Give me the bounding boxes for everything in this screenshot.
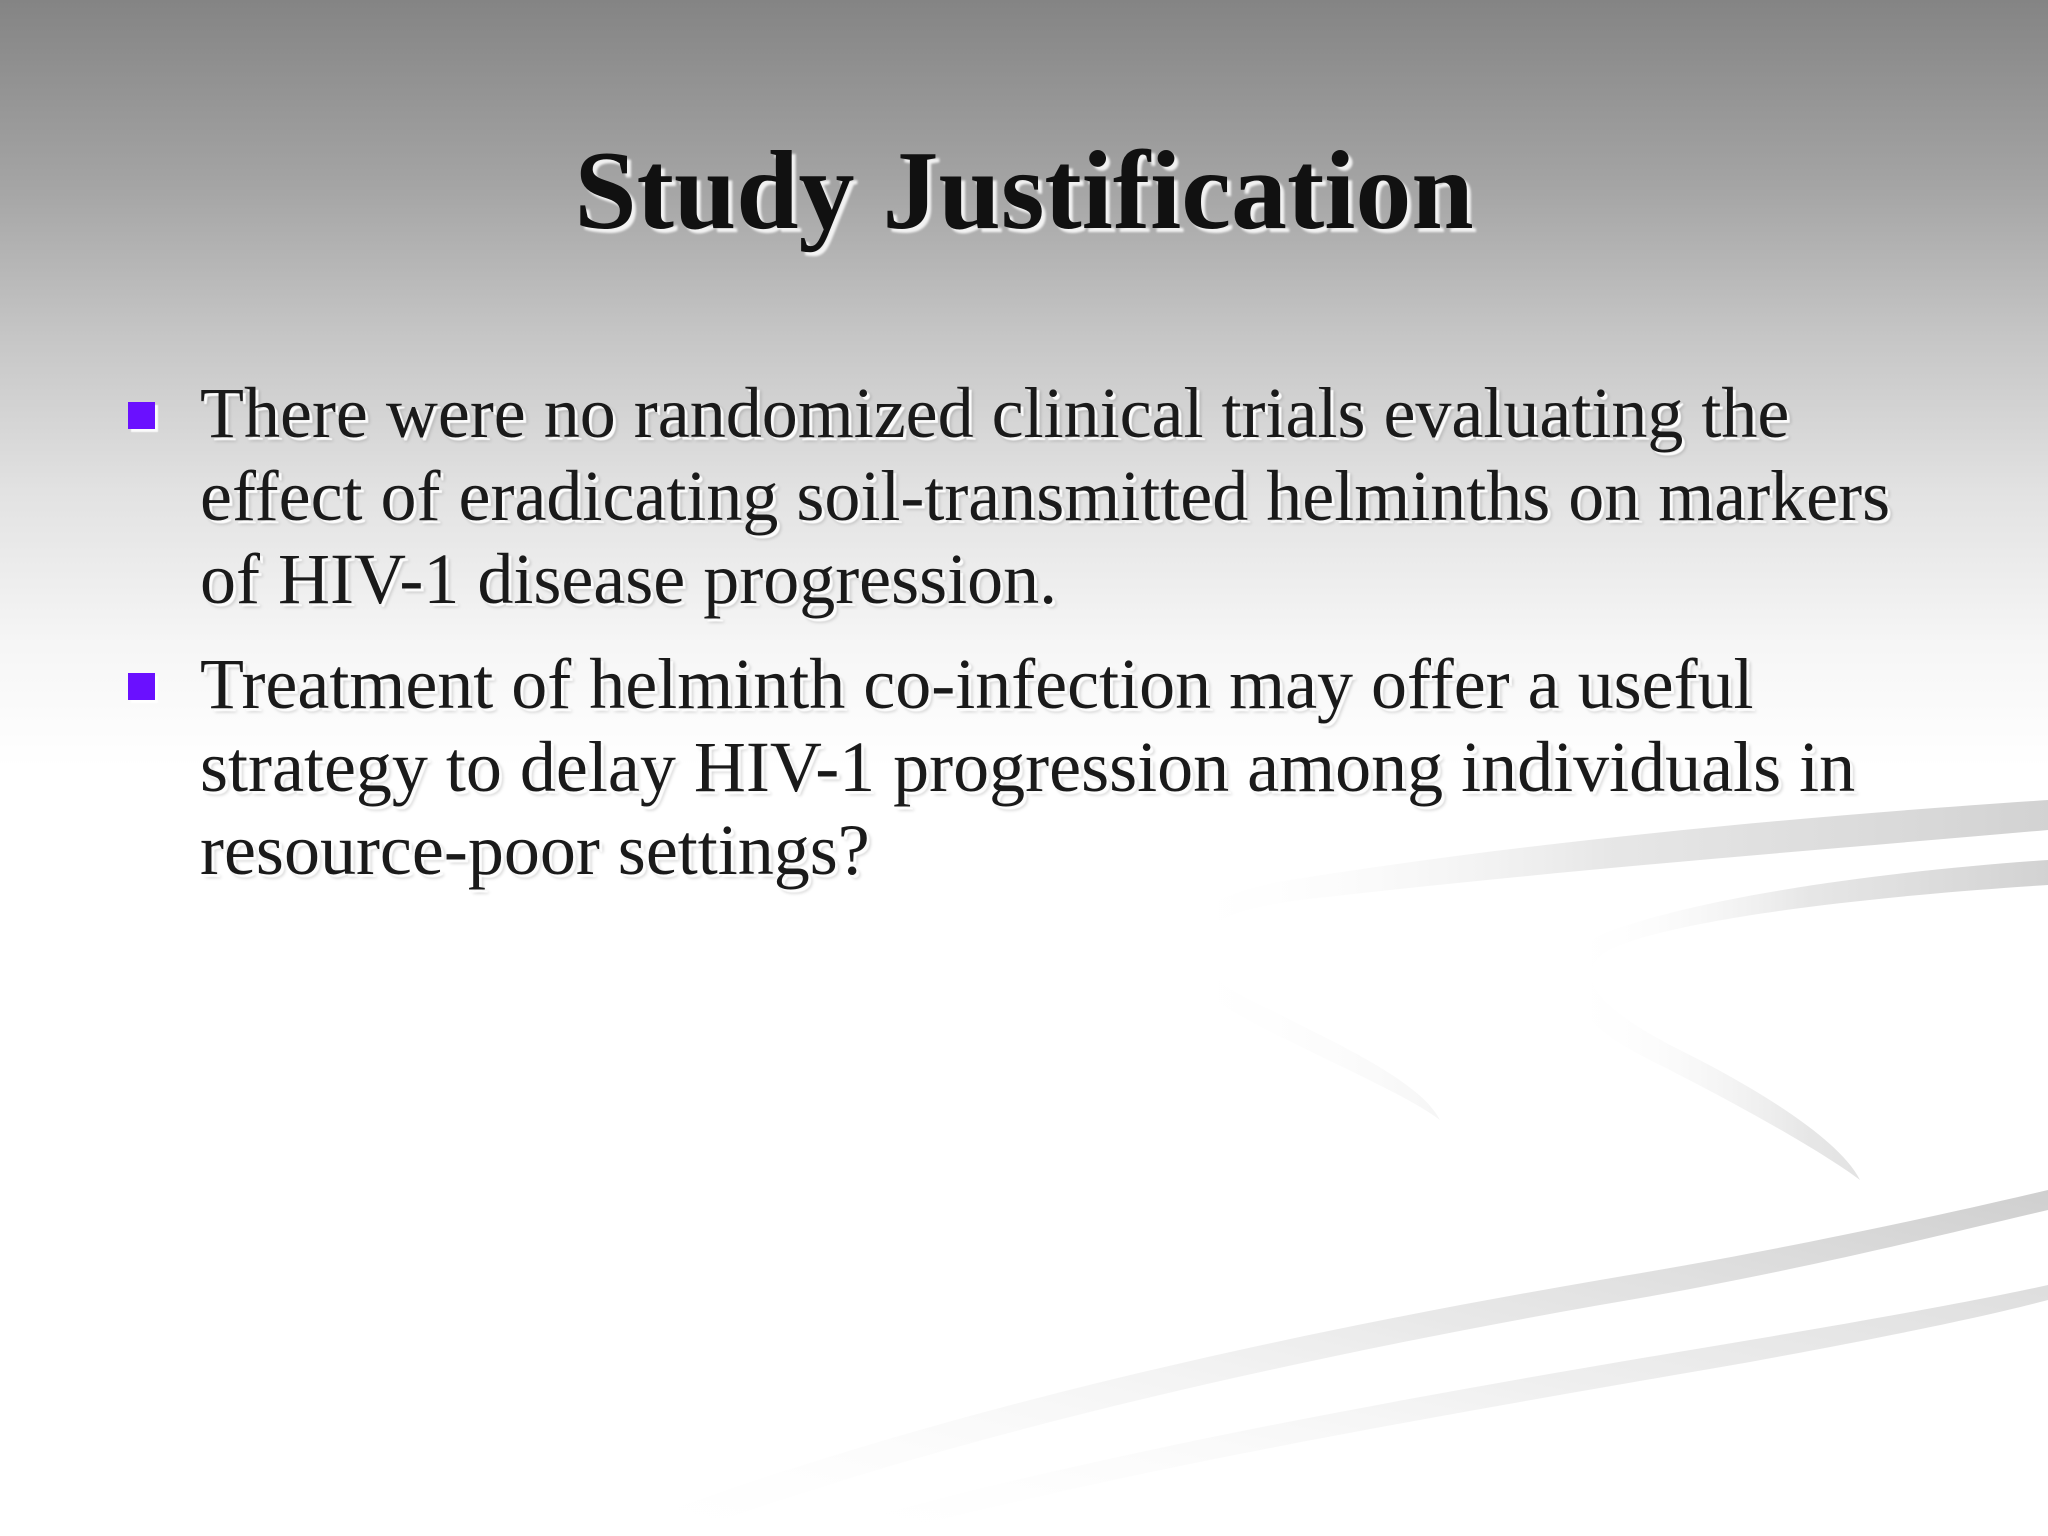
- square-bullet-icon: [128, 673, 155, 700]
- bullet-text: There were no randomized clinical trials evaluating the effect of eradicating soil-transmitted helminths on markers of HIV-1 disease progression.: [200, 373, 1891, 619]
- swoosh-ribbon-lower: [600, 1190, 2048, 1536]
- bullet-text: Treatment of helminth co-infection may offer a useful strategy to delay HIV-1 progression among individuals in resource-poor settings?: [200, 644, 1856, 890]
- slide-title: Study Justification: [574, 129, 1474, 253]
- bullet-item: [0, 643, 2048, 892]
- bullet-list: [0, 372, 2048, 914]
- bullet-item: [0, 372, 2048, 621]
- square-bullet-icon: [128, 402, 155, 429]
